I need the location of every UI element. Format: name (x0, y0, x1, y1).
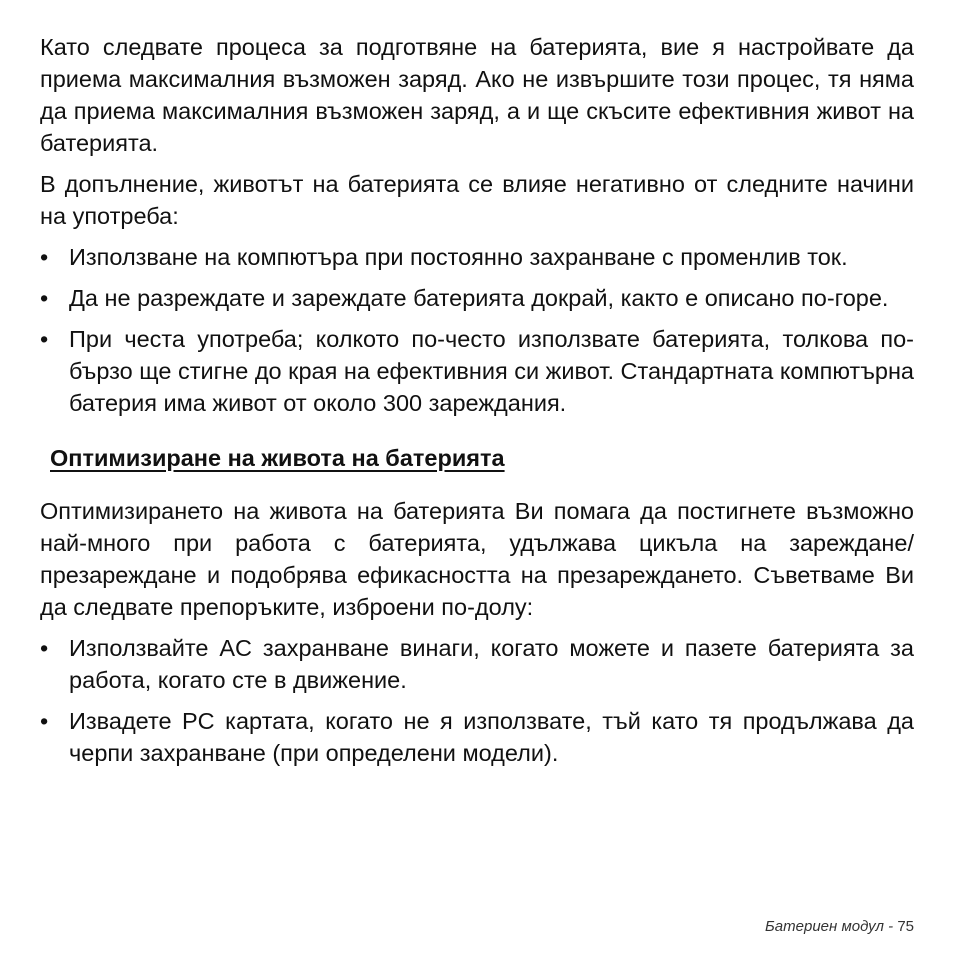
bullet-icon: • (40, 708, 49, 734)
intro-paragraph-1: Като следвате процеса за подготвяне на батерията, вие я настройвате да приема максималния възможен заряд. Ако не извършите този процес, тя няма да приема максималния възможен заряд, а и ще скъсите ефективния живот на батерията. (40, 34, 914, 156)
document-page (40, 31, 914, 778)
list-item-text: При честа употреба; колкото по-често използвате батерията, толкова по-бързо ще стигне до края на ефективния си живот. Стандартната компютърна батерия има живот от около 300 зареждания. (69, 326, 914, 416)
page-footer (765, 917, 914, 937)
negative-usage-list (40, 241, 914, 419)
footer-section-name: Батериен модул - (765, 918, 894, 935)
section-heading: Оптимизиране на живота на батерията (50, 445, 505, 471)
page-number: 75 (897, 918, 914, 935)
intro-paragraph-2: В допълнение, животът на батерията се влияе негативно от следните начини на употреба: (40, 171, 914, 229)
list-item (40, 323, 914, 419)
bullet-icon: • (40, 326, 49, 352)
bullet-icon: • (40, 635, 49, 661)
list-item (40, 632, 914, 696)
bullet-icon: • (40, 285, 49, 311)
list-item (40, 241, 914, 273)
bullet-icon: • (40, 244, 49, 270)
list-item-text: Извадете PC картата, когато не я използвате, тъй като тя продължава да черпи захранване (при определени модели). (69, 708, 914, 766)
list-item-text: Да не разреждате и зареждате батерията докрай, както е описано по-горе. (69, 285, 889, 311)
list-item (40, 705, 914, 769)
list-item-text: Използвайте AC захранване винаги, когато можете и пазете батерията за работа, когато сте в движение. (69, 635, 914, 693)
list-item-text: Използване на компютъра при постоянно захранване с променлив ток. (69, 244, 848, 270)
list-item (40, 282, 914, 314)
section-paragraph: Оптимизирането на живота на батерията Ви помага да постигнете възможно най-много при работа с батерията, удължава цикъла на зареждане/презареждане и подобрява ефикасността на презареждането. Съветваме Ви да следвате препоръките, изброени по-долу: (40, 498, 914, 620)
tips-list (40, 632, 914, 769)
